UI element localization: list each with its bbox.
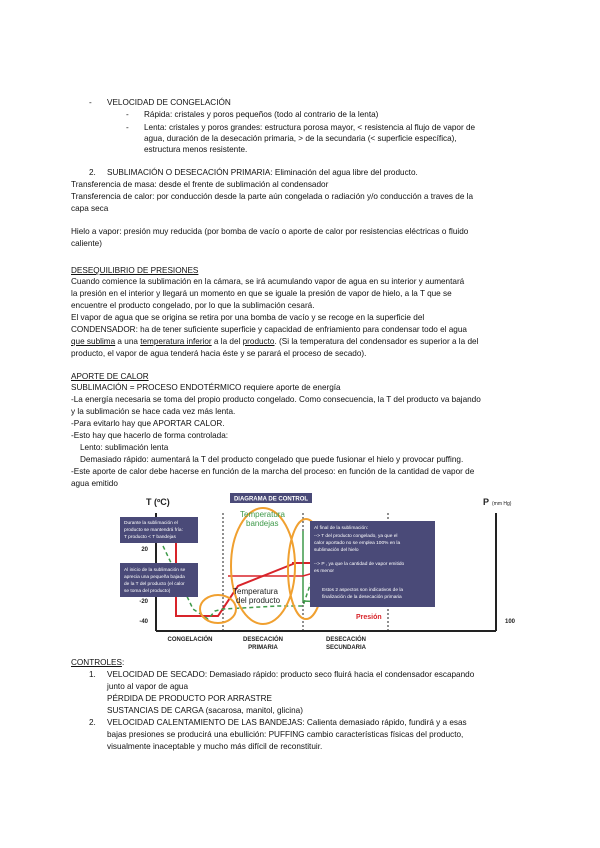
phase-label: CONGELACIÓN bbox=[167, 637, 213, 643]
annotation-text: finalización de la desecación primaria bbox=[322, 595, 402, 600]
annotation-text: Durante la sublimación el bbox=[124, 521, 178, 526]
temp-producto-label: Temperatura bbox=[233, 587, 278, 596]
paragraph-line: -Esto hay que hacerlo de forma controlada: bbox=[71, 431, 229, 440]
colon: : bbox=[121, 658, 125, 667]
annotation-text: Al final de la sublimación: bbox=[314, 526, 369, 531]
control-item-line: junto al vapor de agua bbox=[107, 682, 189, 691]
paragraph-line: encuentre el producto congelado, por lo que la sublimación cesará. bbox=[71, 301, 315, 310]
tick-label: -40 bbox=[139, 619, 148, 625]
phase-label: PRIMARIA bbox=[248, 645, 278, 651]
control-item-line: VELOCIDAD CALENTAMIENTO DE LAS BANDEJAS: Calienta demasiado rápido, fundirá y a esas bbox=[107, 718, 467, 727]
control-item-line: bajas presiones se producirá una ebullición: PUFFING cambio características físicas del producto, bbox=[107, 730, 464, 739]
section-title-sublimacion: SUBLIMACIÓN O DESECACIÓN PRIMARIA: Eliminación del agua libre del producto. bbox=[107, 168, 418, 177]
list-item-rapida: Rápida: cristales y poros pequeños (todo al contrario de la lenta) bbox=[144, 110, 379, 119]
text: a una bbox=[115, 337, 141, 346]
annotation-text: calor aportado no se emplea 100% en la bbox=[314, 541, 401, 546]
list-item-lenta: Lenta: cristales y poros grandes: estructura porosa mayor, < resistencia al flujo de vapor de bbox=[144, 123, 476, 132]
paragraph-line: SUBLIMACIÓN = PROCESO ENDOTÉRMICO requiere aporte de energía bbox=[71, 383, 341, 392]
paragraph-calor: Transferencia de calor: por conducción desde la parte aún congelada o radiación y/o conducción a traves de la bbox=[71, 192, 474, 201]
section-title-desequilibrio: DESEQUILIBRIO DE PRESIONES bbox=[71, 266, 199, 275]
paragraph-line: CONDENSADOR: ha de tener suficiente superficie y capacidad de enfriamiento para condensar todo el agua bbox=[71, 325, 467, 334]
list-number: 2. bbox=[89, 718, 96, 727]
paragraph-hielo-line2: caliente) bbox=[71, 239, 102, 248]
annotation-text: --> P , ya que la cantidad de vapor emitido bbox=[314, 562, 405, 567]
control-item-line: visualmente inaceptable y mucho más difícil de reconstituir. bbox=[107, 742, 323, 751]
annotation-text: Al inicio de la sublimación se bbox=[124, 568, 186, 573]
annotation-text: de la T del producto (el calor bbox=[124, 582, 185, 587]
bullet: - bbox=[89, 98, 92, 107]
annotation-text: T producto < T bandejas bbox=[124, 535, 176, 540]
paragraph-line-mixed bbox=[71, 336, 478, 347]
paragraph-line: -La energía necesaria se toma del propio producto congelado. Como consecuencia, la T del producto va bajando bbox=[71, 395, 481, 404]
phase-label: DESECACIÓN bbox=[325, 637, 367, 643]
tick-label: 20 bbox=[141, 547, 148, 553]
underlined-text: producto bbox=[242, 337, 275, 346]
temp-bandejas-label: Temperatura bbox=[240, 510, 285, 519]
paragraph-hielo: Hielo a vapor: presión muy reducida (por bomba de vacío o aporte de calor por resistencias eléctricas o fluido bbox=[71, 227, 469, 236]
paragraph-line: -Este aporte de calor debe hacerse en función de la marcha del proceso: en función de la cantidad de vapor de bbox=[71, 467, 475, 476]
annotation-text: sublimación del hielo bbox=[314, 548, 359, 553]
underlined-text: que sublima bbox=[71, 337, 116, 346]
control-item-line: SUSTANCIAS DE CARGA (sacarosa, manitol, glicina) bbox=[107, 706, 303, 715]
annotation-text: se toma del producto) bbox=[124, 589, 171, 594]
paragraph-line: agua emitido bbox=[71, 479, 118, 488]
control-diagram bbox=[118, 491, 533, 656]
p-axis-label: P bbox=[483, 497, 490, 507]
paragraph-line: Cuando comience la sublimación en la cámara, se irá acumulando vapor de agua en su interior y aumentará bbox=[71, 277, 465, 286]
sub-bullet: - bbox=[126, 110, 129, 119]
sub-bullet: - bbox=[126, 123, 129, 132]
paragraph-line: y la sublimación se hace cada vez más lenta. bbox=[71, 407, 236, 416]
underlined-text: temperatura inferior bbox=[140, 337, 212, 346]
control-item-line: VELOCIDAD DE SECADO: Demasiado rápido: producto seco fluirá hacia el condensador escapando bbox=[107, 670, 475, 679]
paragraph-line: -Para evitarlo hay que APORTAR CALOR. bbox=[71, 419, 225, 428]
section-title-aporte-calor: APORTE DE CALOR bbox=[71, 372, 149, 381]
text: a la del bbox=[211, 337, 243, 346]
presion-label: Presión bbox=[356, 614, 382, 621]
annotation-text: producto se mantendrá fría: bbox=[124, 528, 183, 533]
controles-heading bbox=[71, 657, 124, 668]
paragraph-line: Demasiado rápido: aumentará la T del producto congelado que puede fusionar el hielo y provocar puffing. bbox=[80, 455, 464, 464]
diagram-title: DIAGRAMA DE CONTROL bbox=[233, 496, 309, 503]
p-axis-unit: (mm Hg) bbox=[492, 501, 512, 507]
annotation-text: Estos 2 aspectos son indicativos de la bbox=[322, 588, 404, 593]
paragraph-line: Lento: sublimación lenta bbox=[80, 443, 169, 452]
y-axis-label: T (ºC) bbox=[146, 497, 170, 507]
phase-label: DESECACIÓN bbox=[242, 637, 284, 643]
tick-label: -20 bbox=[139, 599, 148, 605]
paragraph-calor-line2: capa seca bbox=[71, 204, 109, 213]
paragraph-masa: Transferencia de masa: desde el frente de sublimación al condensador bbox=[71, 180, 329, 189]
temp-producto-label: del producto bbox=[236, 596, 281, 605]
paragraph-line: la presión en el interior y llegará un momento en que se iguale la presión de vapor de hielo, a la T que se bbox=[71, 289, 452, 298]
text: . (Si la temperatura del condensador es superior a la del bbox=[274, 337, 479, 346]
controles-title: CONTROLES bbox=[71, 658, 122, 667]
paragraph-line: El vapor de agua que se origina se retira por una bomba de vacío y se recoge en la superficie del bbox=[71, 313, 425, 322]
temp-bandejas-label: bandejas bbox=[246, 519, 279, 528]
control-item-line: PÉRDIDA DE PRODUCTO POR ARRASTRE bbox=[107, 694, 272, 703]
tick-label: 100 bbox=[505, 619, 516, 625]
phase-label: SECUNDARIA bbox=[325, 645, 367, 651]
list-item-lenta-line3: estructura menos resistente. bbox=[144, 145, 248, 154]
paragraph-line: producto, el vapor de agua tenderá hacia éste y se parará el proceso de secado). bbox=[71, 349, 367, 358]
annotation-text: es menor bbox=[314, 569, 334, 574]
list-number: 2. bbox=[89, 168, 96, 177]
list-item-lenta-line2: agua, duración de la desecación primaria, > de la secundaria (< superficie específica), bbox=[144, 134, 457, 143]
section-title-velocidad-congelacion: VELOCIDAD DE CONGELACIÓN bbox=[107, 98, 231, 107]
annotation-text: aprecia una pequeña bajada bbox=[124, 575, 185, 580]
annotation-text: --> T del producto congelado, ya que el bbox=[314, 534, 398, 539]
list-number: 1. bbox=[89, 670, 96, 679]
